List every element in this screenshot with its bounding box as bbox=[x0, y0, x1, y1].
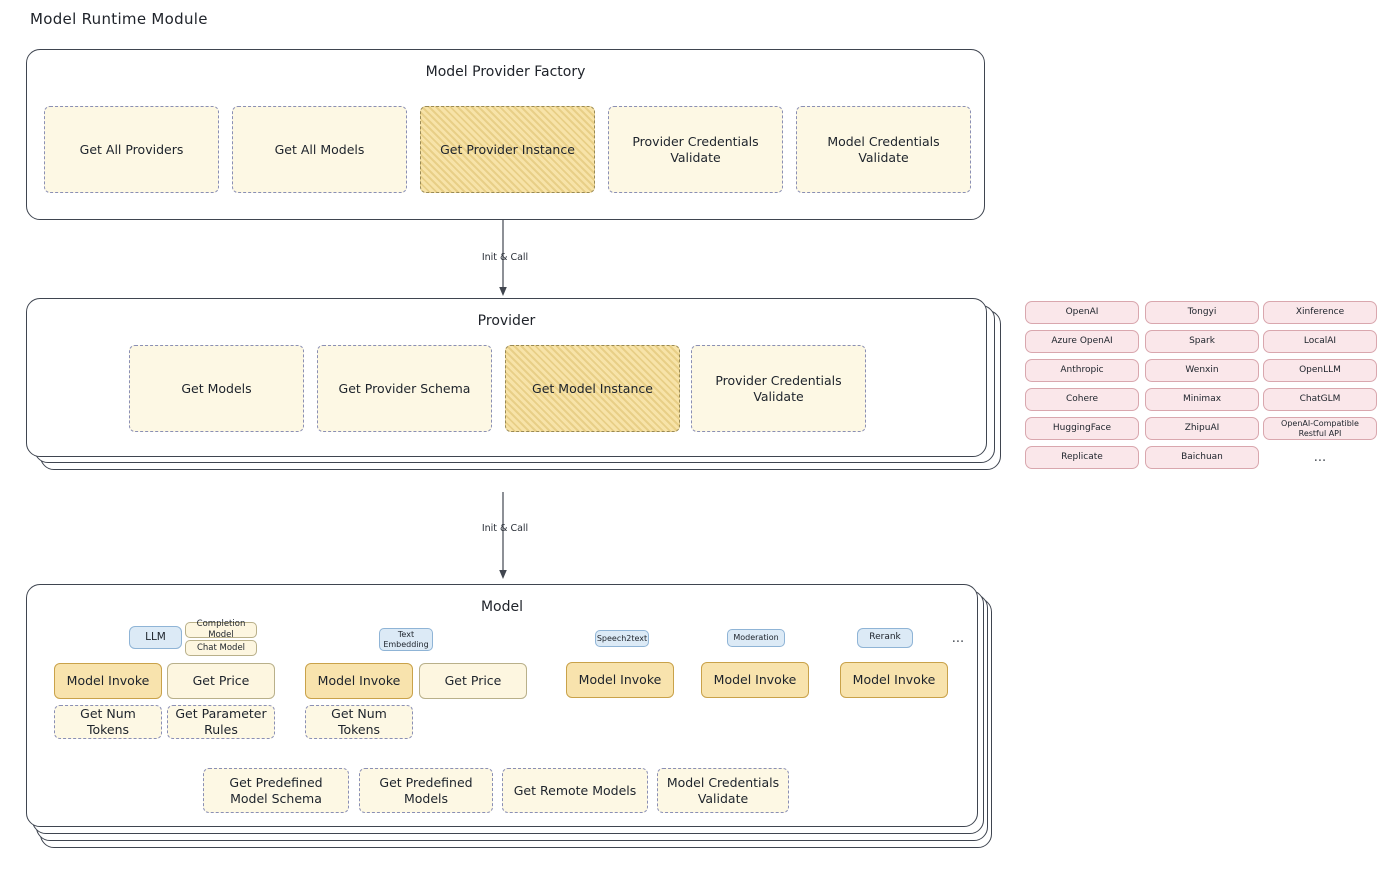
provider-chip-azure-openai[interactable]: Azure OpenAI bbox=[1025, 330, 1139, 353]
provider-chip-xinference[interactable]: Xinference bbox=[1263, 301, 1377, 324]
provider-chip-localai[interactable]: LocalAI bbox=[1263, 330, 1377, 353]
model-title: Model bbox=[480, 599, 524, 615]
provider-chip-cohere[interactable]: Cohere bbox=[1025, 388, 1139, 411]
model-type-completion-model[interactable]: Completion Model bbox=[185, 622, 257, 638]
provider-chip-zhipuai[interactable]: ZhipuAI bbox=[1145, 417, 1259, 440]
factory-node-provider-credentials-validate[interactable]: Provider Credentials Validate bbox=[608, 106, 783, 193]
moderation-op-model-invoke[interactable]: Model Invoke bbox=[701, 662, 809, 698]
provider-chip-spark[interactable]: Spark bbox=[1145, 330, 1259, 353]
embedding-op-get-price[interactable]: Get Price bbox=[419, 663, 527, 699]
llm-op-get-parameter-rules[interactable]: Get Parameter Rules bbox=[167, 705, 275, 739]
model-type-chat-model[interactable]: Chat Model bbox=[185, 640, 257, 656]
provider-chip-openai[interactable]: OpenAI bbox=[1025, 301, 1139, 324]
provider-title: Provider bbox=[477, 313, 536, 329]
provider-chip-openllm[interactable]: OpenLLM bbox=[1263, 359, 1377, 382]
embedding-op-get-num-tokens[interactable]: Get Num Tokens bbox=[305, 705, 413, 739]
rerank-op-model-invoke[interactable]: Model Invoke bbox=[840, 662, 948, 698]
provider-chip-baichuan[interactable]: Baichuan bbox=[1145, 446, 1259, 469]
provider-chip-openai-compatible-restful-api[interactable]: OpenAI-Compatible Restful API bbox=[1263, 417, 1377, 440]
arrow-label-init-call-2: Init & Call bbox=[481, 523, 529, 534]
llm-op-model-invoke[interactable]: Model Invoke bbox=[54, 663, 162, 699]
speech2text-op-model-invoke[interactable]: Model Invoke bbox=[566, 662, 674, 698]
factory-node-get-all-models[interactable]: Get All Models bbox=[232, 106, 407, 193]
factory-node-model-credentials-validate[interactable]: Model Credentials Validate bbox=[796, 106, 971, 193]
model-type-speech2text[interactable]: Speech2text bbox=[595, 630, 649, 647]
provider-node-get-provider-schema[interactable]: Get Provider Schema bbox=[317, 345, 492, 432]
model-type-rerank[interactable]: Rerank bbox=[857, 628, 913, 648]
provider-chip-chatglm[interactable]: ChatGLM bbox=[1263, 388, 1377, 411]
provider-node-provider-credentials-validate[interactable]: Provider Credentials Validate bbox=[691, 345, 866, 432]
common-op-get-predefined-models[interactable]: Get Predefined Models bbox=[359, 768, 493, 813]
model-type-text-embedding[interactable]: Text Embedding bbox=[379, 628, 433, 651]
provider-chip-minimax[interactable]: Minimax bbox=[1145, 388, 1259, 411]
provider-chip-wenxin[interactable]: Wenxin bbox=[1145, 359, 1259, 382]
page-title: Model Runtime Module bbox=[30, 10, 208, 28]
provider-chip-anthropic[interactable]: Anthropic bbox=[1025, 359, 1139, 382]
embedding-op-model-invoke[interactable]: Model Invoke bbox=[305, 663, 413, 699]
arrow-provider-to-model bbox=[495, 492, 515, 582]
model-types-ellipsis: ... bbox=[951, 631, 965, 646]
factory-node-get-all-providers[interactable]: Get All Providers bbox=[44, 106, 219, 193]
common-op-get-predefined-model-schema[interactable]: Get Predefined Model Schema bbox=[203, 768, 349, 813]
model-type-llm[interactable]: LLM bbox=[129, 626, 182, 649]
model-type-moderation[interactable]: Moderation bbox=[727, 629, 785, 647]
llm-op-get-price[interactable]: Get Price bbox=[167, 663, 275, 699]
provider-chip-huggingface[interactable]: HuggingFace bbox=[1025, 417, 1139, 440]
provider-chip-replicate[interactable]: Replicate bbox=[1025, 446, 1139, 469]
provider-list-ellipsis: ... bbox=[1313, 450, 1327, 465]
provider-chip-tongyi[interactable]: Tongyi bbox=[1145, 301, 1259, 324]
common-op-model-credentials-validate[interactable]: Model Credentials Validate bbox=[657, 768, 789, 813]
factory-title: Model Provider Factory bbox=[425, 64, 586, 80]
arrow-label-init-call-1: Init & Call bbox=[481, 252, 529, 263]
llm-op-get-num-tokens[interactable]: Get Num Tokens bbox=[54, 705, 162, 739]
factory-node-get-provider-instance[interactable]: Get Provider Instance bbox=[420, 106, 595, 193]
common-op-get-remote-models[interactable]: Get Remote Models bbox=[502, 768, 648, 813]
provider-node-get-models[interactable]: Get Models bbox=[129, 345, 304, 432]
provider-node-get-model-instance[interactable]: Get Model Instance bbox=[505, 345, 680, 432]
